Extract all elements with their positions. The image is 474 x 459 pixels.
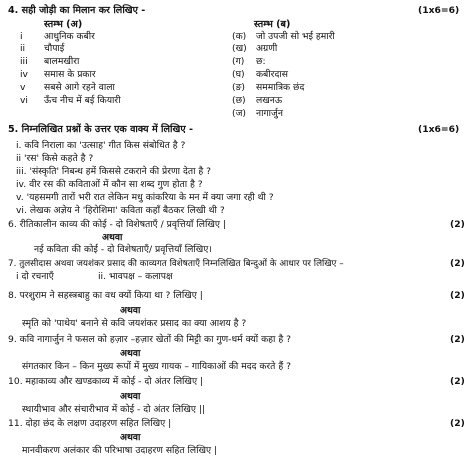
column-a-item: बालमखीरा [44,56,80,67]
q4-heading: 4. सही जोड़ी का मिलान कर लिखिए - [8,5,146,16]
column-a-item: समास के प्रकार [44,69,96,80]
column-b-key: (ख) [232,43,247,54]
column-a-item: ऊँच नीच में बई कियारी [44,95,121,106]
row-number: iv [20,69,28,80]
q10-text: 10. महाकाव्य और खण्डकाव्य में कोई - दो अंतर लिखिए | [8,376,204,387]
q8-or: अथवा [120,305,141,316]
q10-or: अथवा [120,391,141,402]
column-b-key: (क) [232,31,247,42]
q5-heading: 5. निम्नलिखित प्रश्नों के उत्तर एक वाक्य में लिखिए - [8,124,193,135]
column-a-item: चौपाई [44,43,65,54]
row-number: iii [20,56,28,67]
q7-text: 7. तुलसीदास अथवा जयशंकर प्रसाद की काव्यगत विशेषताएँ निम्नलिखित बिन्दुओं के आधार पर लिखिए – [8,259,344,269]
q5-item: ii 'रस' किसे कहते है ? [16,153,94,164]
q9-alt: संगतकार किन – किन मुख्य रूपों में मुख्य गायक – गायिकाओं की मदद करते हैं ? [22,361,292,372]
q8-marks: (2) [450,290,465,301]
column-b-item: अग्रणी [256,43,278,54]
column-b-item: जो उपजी सो भई हमारी [256,31,335,42]
column-b-key: (ग) [232,56,245,67]
q9-marks: (2) [450,334,465,345]
column-b-item: लखनऊ [256,95,283,106]
column-b-item: कबीरदास [256,69,288,80]
q7-marks: (2) [450,258,465,269]
column-a-item: सबसे आगे रहने वाला [44,82,115,93]
column-b-item: सममात्रिक छंद [256,82,305,93]
q5-item: iii. 'संस्कृति' निबन्ध हमें किससे टकराने की प्रेरणा देता है ? [16,166,212,177]
q5-marks: (1x6=6) [418,124,460,135]
q6-alt: नई कविता की कोई - दो विशेषताएँ/ प्रवृत्तियाँ लिखिए। [34,244,212,255]
column-b-item: छ: [256,56,266,67]
q5-item: i. कवि निराला का 'उत्साह' गीत किस संबोधित है ? [16,140,186,151]
q11-or: अथवा [120,432,141,443]
q5-item: iv. वीर रस की कविताओं में कौन सा शब्द गुण होता है ? [16,179,203,190]
q4-marks: (1x6=6) [418,5,460,16]
q11-text: 11. दोहा छंद के लक्षण उदाहरण सहित लिखिए | [8,418,172,429]
q10-alt: स्थायीभाव और संचारीभाव में कोई - दो अंतर लिखिए || [22,404,206,415]
column-a-item: आधुनिक कबीर [44,31,95,42]
column-a-header: स्तम्भ (अ) [44,19,83,30]
q6-text: 6. रीतिकालीन काव्य की कोई - दो विशेषताएँ / प्रवृत्तियाँ लिखिए | [8,219,226,230]
column-b-key: (ङ) [232,82,246,93]
q6-marks: (2) [450,219,465,230]
column-b-key: (घ) [232,69,245,80]
q5-item: v. 'यहसमगी तारों भरी रात लेकिन मधु कांकरिया के मन में क्या जगा रही थी ? [16,192,274,203]
row-number: ii [20,43,26,54]
column-b-item: नागार्जुन [256,108,283,119]
q8-alt: स्मृति को 'पाथेय' बनाने से कवि जयशंकर प्रसाद का क्या आशय है ? [22,318,247,329]
q5-item: vi. लेखक अज्ञेय ने 'हिरोशिमा' कविता कहाँ बैठकर लिखी थी ? [16,205,225,216]
q11-alt: मानवीकरण अलंकार की परिभाषा उदाहरण सहित लिखिए | [22,445,218,456]
q7-sub-2: ii. भावपक्ष – कलापक्ष [98,271,173,282]
column-b-key: (छ) [232,95,246,106]
row-number: v [20,82,26,93]
q7-sub-1: i दो रचनाएँ [16,271,54,282]
q9-text: 9. कवि नागार्जुन ने फसल को हज़ार –हज़ार खेतों की मिट्टी का गुण-धर्म क्यों कहा है ? [8,334,292,345]
q6-or: अथवा [102,232,123,243]
q11-marks: (2) [450,418,465,429]
q9-or: अथवा [120,348,141,359]
row-number: vi [20,95,28,106]
column-b-header: स्तम्भ (ब) [254,19,291,30]
q10-marks: (2) [450,376,465,387]
q8-text: 8. परशुराम ने सहस्त्रबाहु का वध क्यों किया था ? लिखिए | [8,290,203,301]
row-number: i [20,31,23,42]
column-b-key: (ज) [232,108,246,119]
